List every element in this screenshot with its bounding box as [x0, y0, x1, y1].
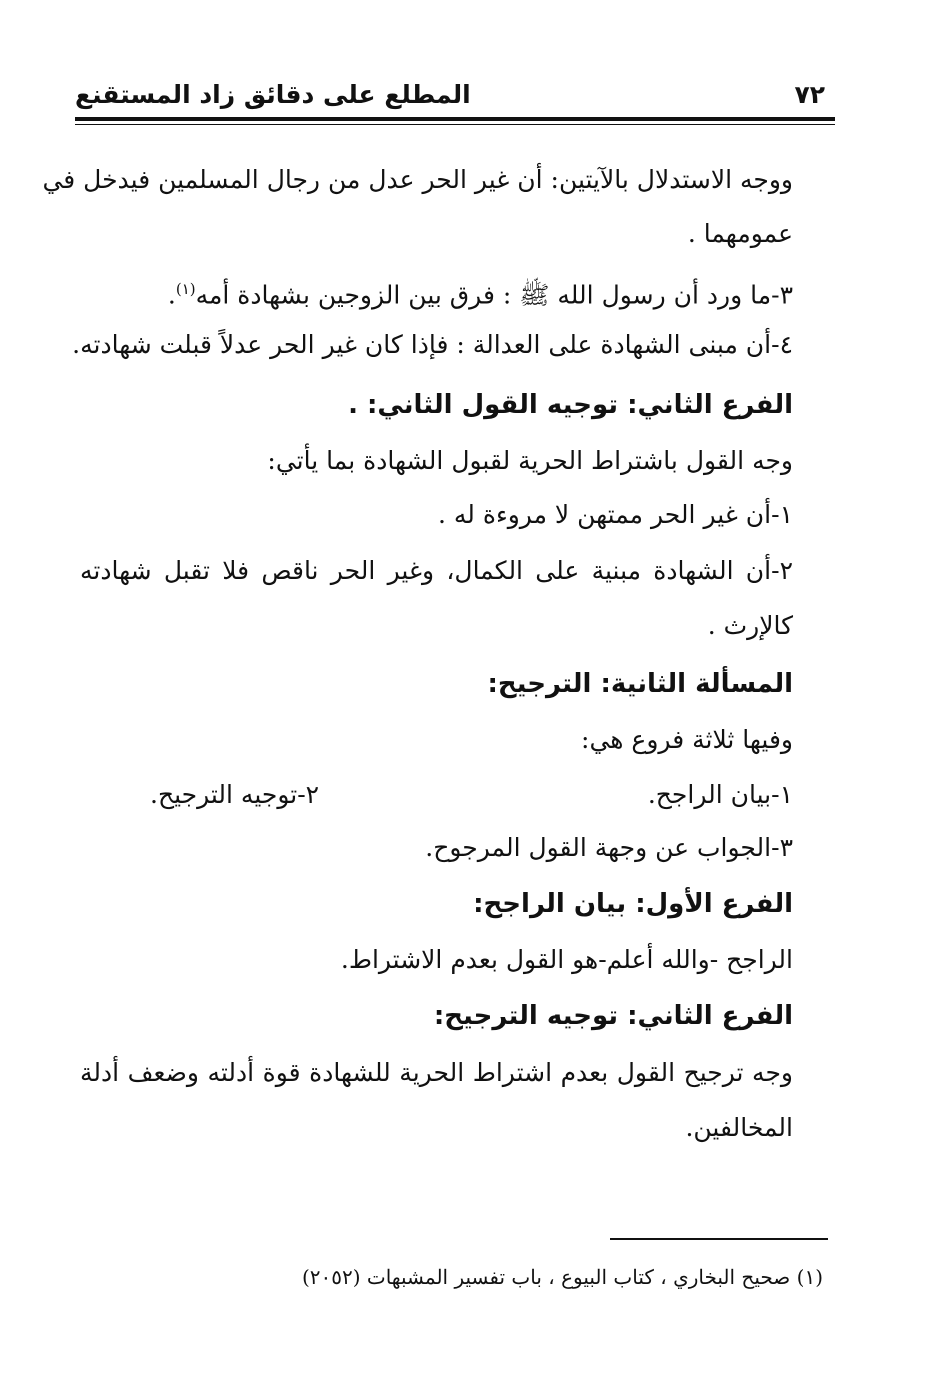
section-heading: الفرع الثاني: توجيه الترجيح:: [433, 1001, 793, 1031]
paragraph-line: وجه ترجيح القول بعدم اشتراط الحرية للشهادة قوة أدلته وضعف أدلة: [80, 1058, 793, 1087]
list-item: [168, 269, 793, 315]
list-item: ١-أن غير الحر ممتهن لا مروءة له .: [437, 500, 793, 529]
section-heading: المسألة الثانية: الترجيح:: [487, 669, 793, 699]
page-number: ٧٢: [794, 80, 825, 109]
page-header: [75, 80, 835, 120]
list-item: ٢-توجيه الترجيح.: [150, 780, 320, 809]
paragraph-line: عمومهما .: [687, 219, 793, 248]
list-item: ٣-الجواب عن وجهة القول المرجوح.: [425, 833, 793, 862]
section-heading: الفرع الأول: بيان الراجح:: [473, 889, 793, 919]
paragraph-line: الراجح -والله أعلم-هو القول بعدم الاشتراط.: [340, 945, 793, 974]
list-item-text: ٣-ما ورد أن رسول الله ﷺ : فرق بين الزوجين بشهادة أمه: [195, 280, 793, 310]
list-item: ٤-أن مبنى الشهادة على العدالة : فإذا كان غير الحر عدلاً قبلت شهادته.: [72, 330, 793, 359]
header-rule-thick: [75, 117, 835, 121]
footnote-rule: [610, 1238, 828, 1240]
section-heading: الفرع الثاني: توجيه القول الثاني: .: [348, 390, 793, 420]
list-item: ٢-أن الشهادة مبنية على الكمال، وغير الحر ناقص فلا تقبل شهادته: [80, 556, 793, 585]
footnote: (١) صحيح البخاري ، كتاب البيوع ، باب تفسير المشبهات (٢٠٥٢): [301, 1265, 823, 1289]
paragraph-line: ووجه الاستدلال بالآيتين: أن غير الحر عدل من رجال المسلمين فيدخل في: [42, 165, 793, 194]
list-item-end: .: [167, 280, 176, 310]
header-rule-thin: [75, 124, 835, 125]
paragraph-line: وجه القول باشتراط الحرية لقبول الشهادة بما يأتي:: [267, 446, 793, 475]
book-title: المطلع على دقائق زاد المستقنع: [75, 80, 471, 109]
footnote-ref: (١): [175, 280, 196, 298]
paragraph-line: كالإرث .: [707, 611, 793, 640]
list-item: ١-بيان الراجح.: [647, 780, 793, 809]
paragraph-line: المخالفين.: [685, 1113, 793, 1142]
paragraph-line: وفيها ثلاثة فروع هي:: [581, 725, 793, 754]
